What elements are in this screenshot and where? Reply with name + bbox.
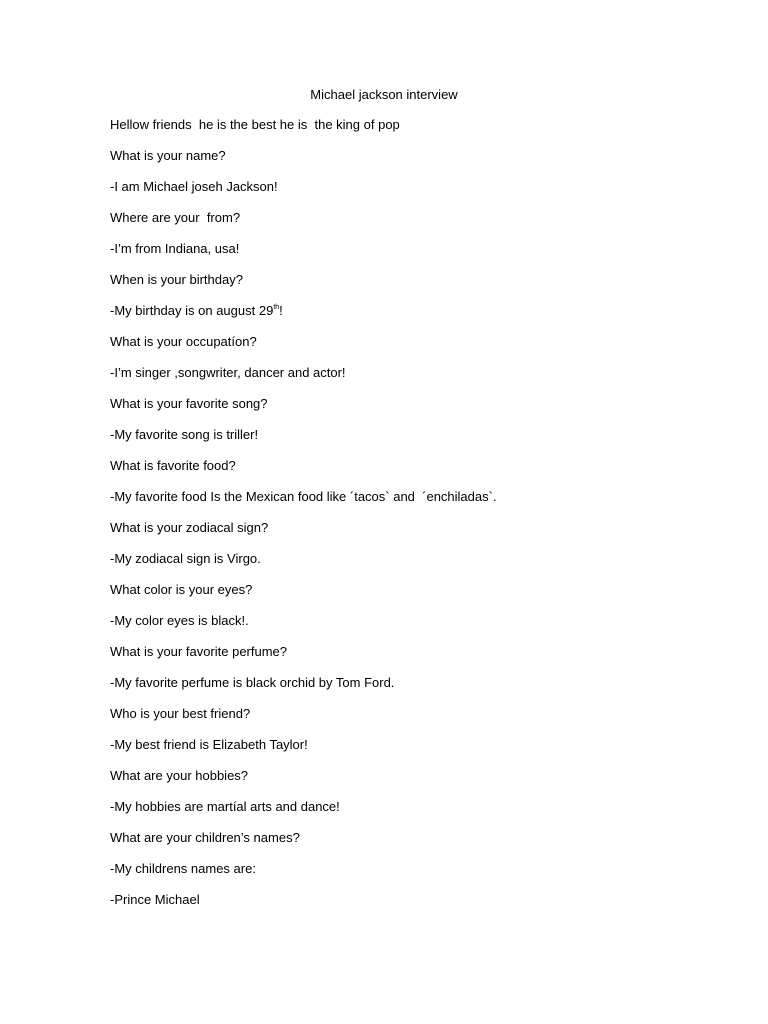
birthday-ordinal-suffix: th: [273, 304, 280, 311]
answer-birthday: [110, 302, 730, 333]
question-hobbies: What are your hobbies?: [110, 768, 249, 783]
question-origin: Where are your from?: [110, 210, 241, 225]
question-food: What is favorite food?: [110, 458, 236, 473]
answer-occupation: -I’m singer ,songwriter, dancer and actor!: [110, 365, 346, 380]
answer-food: -My favorite food Is the Mexican food like ´tacos` and ´enchiladas`.: [110, 489, 497, 504]
answer-name: -I am Michael joseh Jackson!: [110, 179, 278, 194]
intro-line: Hellow friends he is the best he is the king of pop: [110, 117, 400, 132]
document-title: Michael jackson interview: [310, 87, 458, 102]
answer-song: -My favorite song is triller!: [110, 427, 259, 442]
answer-children-intro: -My childrens names are:: [110, 861, 256, 876]
question-song: What is your favorite song?: [110, 396, 268, 411]
answer-perfume: -My favorite perfume is black orchid by Tom Ford.: [110, 675, 395, 690]
answer-best-friend: -My best friend is Elizabeth Taylor!: [110, 737, 308, 752]
question-name: What is your name?: [110, 148, 226, 163]
answer-origin: -I’m from Indiana, usa!: [110, 241, 240, 256]
answer-birthday-end: !: [279, 303, 283, 318]
answer-birthday-text: -My birthday is on august 29: [110, 303, 274, 318]
document-body: [110, 116, 730, 922]
question-best-friend: Who is your best friend?: [110, 706, 251, 721]
answer-child-1: -Prince Michael: [110, 892, 200, 907]
question-zodiac: What is your zodiacal sign?: [110, 520, 269, 535]
question-perfume: What is your favorite perfume?: [110, 644, 288, 659]
answer-eyes: -My color eyes is black!.: [110, 613, 249, 628]
question-eyes: What color is your eyes?: [110, 582, 253, 597]
question-children: What are your children’s names?: [110, 830, 300, 845]
question-birthday: When is your birthday?: [110, 272, 243, 287]
answer-hobbies: -My hobbies are martíal arts and dance!: [110, 799, 340, 814]
question-occupation: What is your occupatíon?: [110, 334, 257, 349]
answer-zodiac: -My zodiacal sign is Virgo.: [110, 551, 261, 566]
